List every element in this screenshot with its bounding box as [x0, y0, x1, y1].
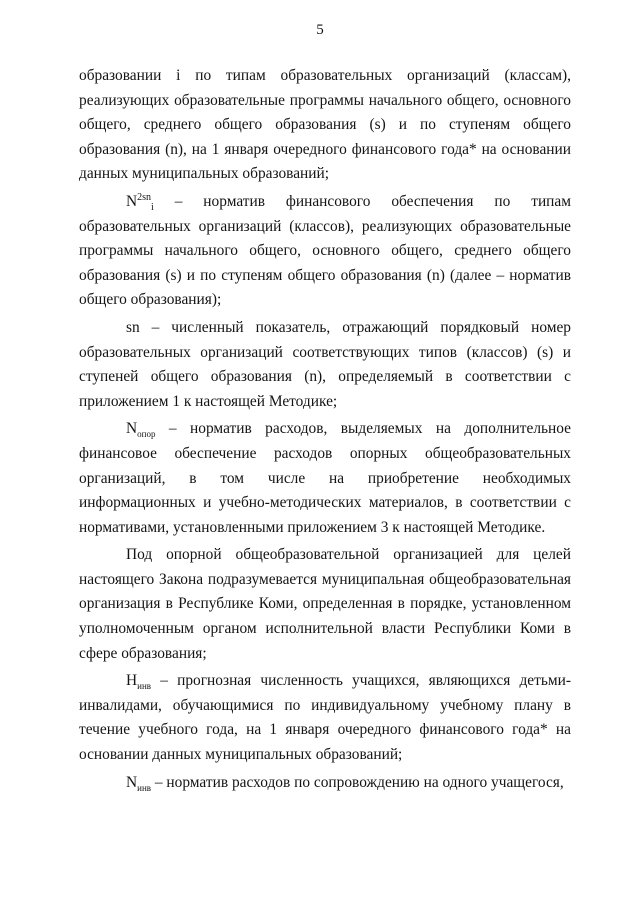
document-body	[79, 64, 571, 798]
paragraph-3-text: – численный показатель, отражающий порядковый номер образовательных организаций соответствующих типов (классов) (s) и ступеней общего образования (n), определяемый в соответствии с приложением 1 к настоящей Методике;	[79, 318, 571, 410]
term-sn: sn	[126, 318, 140, 336]
paragraph-6-text: – прогнозная численность учащихся, являющихся детьми-инвалидами, обучающимися по индивидуальному учебному плану в течение учебного года, на 1 января очередного финансового года* на основании данных муниципальных образований;	[79, 672, 571, 764]
term-h-inv: $H_{инв}$	[126, 672, 152, 692]
paragraph-1: образовании i по типам образовательных организаций (классам), реализующих образовательные программы начального общего, основного общего, среднего общего образования (s) и по ступеням общего образования (n), на 1 января очередного финансового года* на основании данных муниципальных образований;	[79, 67, 571, 183]
paragraph-6-hinv	[79, 669, 571, 767]
paragraph-4-text: – норматив расходов, выделяемых на дополнительное финансовое обеспечение расходов опорных общеобразовательных организаций, в том числе на приобретение необходимых информационных и учебно-методических материалов, в соответствии с нормативами, установленными приложением 3 к настоящей Методике.	[79, 420, 571, 536]
term-n-opor: $N_{опор}$	[126, 420, 156, 440]
term-n-inv: $N_{инв}$	[126, 773, 152, 793]
term-n2sn-i: $N^{2sn}_i$	[126, 191, 154, 214]
paragraph-2-normativ-2sn	[79, 190, 571, 313]
paragraph-4-nopor	[79, 417, 571, 540]
paragraph-5-definition: Под опорной общеобразовательной организацией для целей настоящего Закона подразумевается муниципальная общеобразовательная организация в Республике Коми, определенная в порядке, установленном уполномоченным органом исполнительной власти Республики Коми в сфере образования;	[79, 546, 571, 662]
paragraph-2-text: – норматив финансового обеспечения по типам образовательных организаций (классов), реализующих образовательные программы начального общего, основного общего, среднего общего образования (s) и по ступеням общего образования (n) (далее – норматив общего образования);	[79, 192, 571, 309]
page-number: 5	[316, 22, 324, 38]
paragraph-7-text: – норматив расходов по сопровождению на одного учащегося,	[151, 773, 564, 791]
paragraph-3-sn	[79, 316, 571, 414]
paragraph-7-ninv	[79, 771, 571, 796]
